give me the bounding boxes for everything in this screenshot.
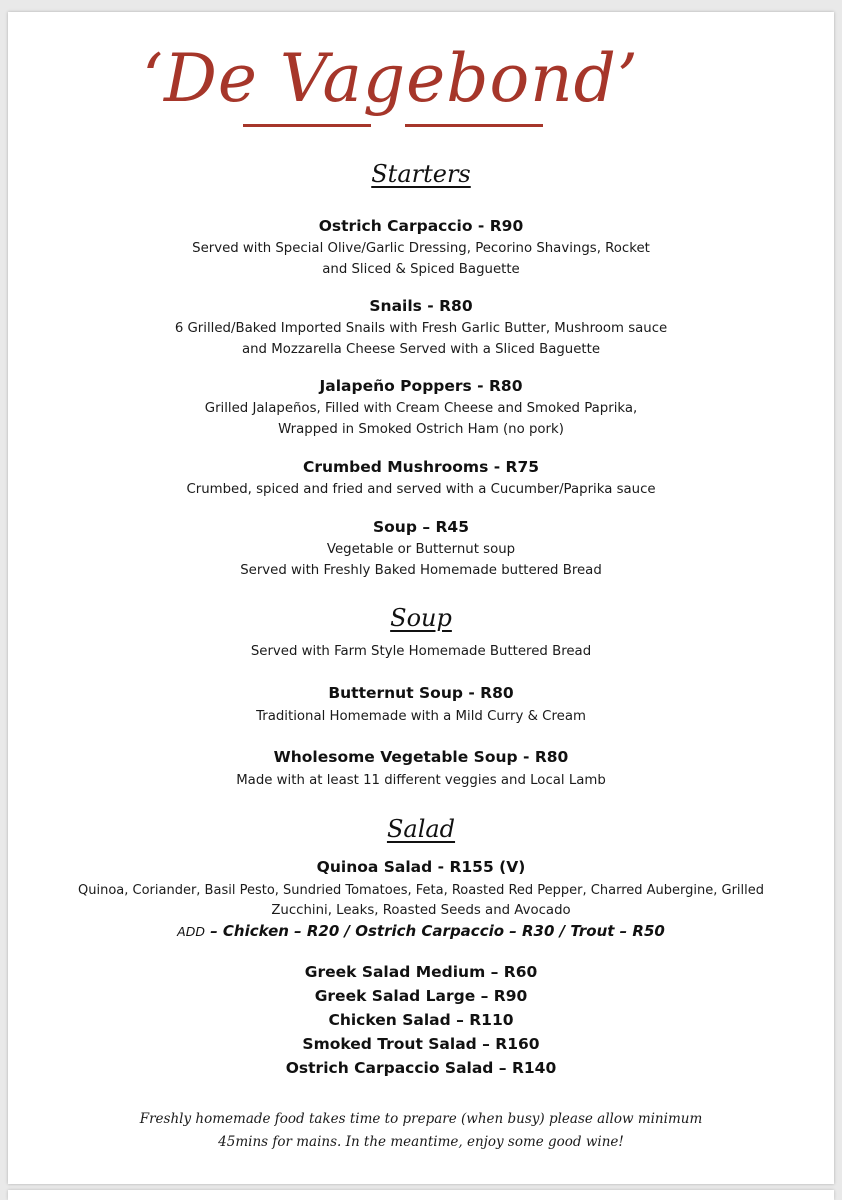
- menu-item-title: Butternut Soup - R80: [328, 684, 514, 702]
- menu-item-title: Soup – R45: [373, 518, 469, 536]
- salad-list-item: Smoked Trout Salad – R160: [302, 1035, 540, 1053]
- next-page-edge: [8, 1190, 834, 1200]
- salad-list-item: Greek Salad Large – R90: [314, 987, 528, 1005]
- menu-item-description: and Sliced & Spiced Baguette: [322, 262, 520, 277]
- menu-item-title: Crumbed Mushrooms - R75: [302, 458, 540, 476]
- menu-item-description: Vegetable or Butternut soup: [326, 542, 516, 557]
- footer-note: Freshly homemade food takes time to prepare (when busy) please allow minimum: [139, 1111, 703, 1127]
- addons-prefix: ADD: [177, 924, 205, 939]
- menu-item-title: Ostrich Carpaccio - R90: [318, 217, 524, 235]
- salad-list-item: Greek Salad Medium – R60: [304, 963, 538, 981]
- menu-item-title: Snails - R80: [369, 297, 473, 315]
- addons-options: – Chicken – R20 / Ostrich Carpaccio – R30 / Trout – R50: [204, 922, 665, 940]
- salad-list-item: Ostrich Carpaccio Salad – R140: [285, 1059, 557, 1077]
- footer-note: 45mins for mains. In the meantime, enjoy some good wine!: [218, 1134, 624, 1150]
- menu-item-description: and Mozzarella Cheese Served with a Sliced Baguette: [241, 342, 601, 357]
- soup-intro: Served with Farm Style Homemade Buttered Bread: [250, 644, 592, 659]
- menu-item-description: Grilled Jalapeños, Filled with Cream Cheese and Smoked Paprika,: [204, 401, 638, 416]
- title-underline-right: [405, 124, 543, 127]
- menu-item-description: Zucchini, Leaks, Roasted Seeds and Avocado: [271, 903, 571, 918]
- soup-heading: Soup: [390, 604, 452, 632]
- menu-item-description: 6 Grilled/Baked Imported Snails with Fresh Garlic Butter, Mushroom sauce: [174, 321, 668, 336]
- salad-heading: Salad: [386, 815, 456, 843]
- restaurant-header: [0, 28, 842, 138]
- menu-item-title: Jalapeño Poppers - R80: [319, 377, 523, 395]
- menu-item-title: Wholesome Vegetable Soup - R80: [273, 748, 569, 766]
- salad-addons: [0, 922, 842, 940]
- menu-item-description: Wrapped in Smoked Ostrich Ham (no pork): [278, 422, 564, 437]
- menu-item-description: Made with at least 11 different veggies and Local Lamb: [236, 773, 606, 788]
- starters-heading: Starters: [371, 160, 471, 188]
- menu-item-description: Served with Special Olive/Garlic Dressing, Pecorino Shavings, Rocket: [192, 241, 650, 256]
- salad-list-item: Chicken Salad – R110: [328, 1011, 514, 1029]
- menu-item-description: Quinoa, Coriander, Basil Pesto, Sundried Tomatoes, Feta, Roasted Red Pepper, Charred Aubergine, Grilled: [78, 883, 764, 898]
- menu-item-description: Traditional Homemade with a Mild Curry & Cream: [256, 709, 586, 724]
- menu-item-description: Served with Freshly Baked Homemade buttered Bread: [240, 563, 602, 578]
- title-underline-left: [243, 124, 371, 127]
- restaurant-name: ‘De Vagebond’: [142, 40, 639, 117]
- menu-item-description: Crumbed, spiced and fried and served with a Cucumber/Paprika sauce: [186, 482, 656, 497]
- menu-item-title: Quinoa Salad - R155 (V): [316, 858, 526, 876]
